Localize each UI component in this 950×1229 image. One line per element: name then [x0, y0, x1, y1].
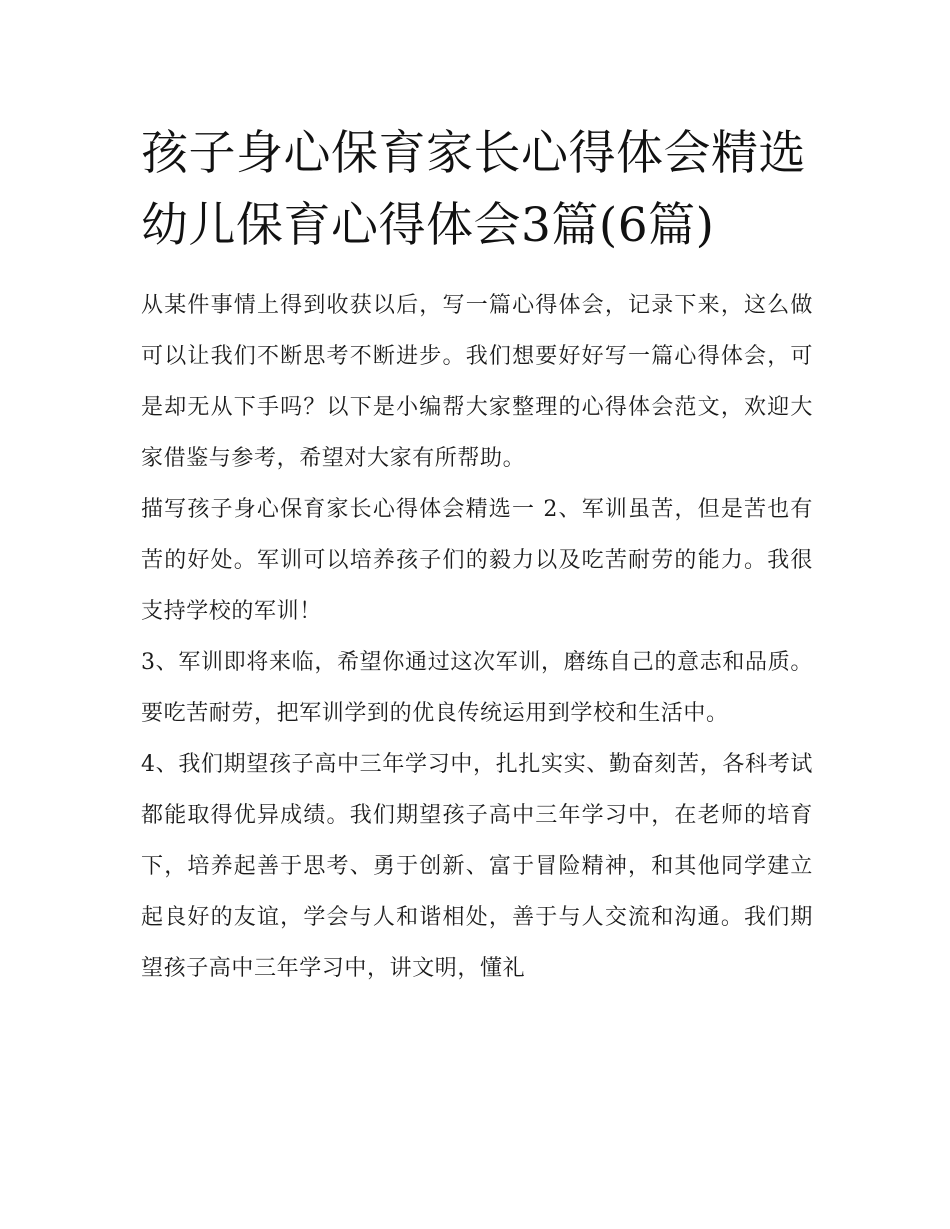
document-body	[141, 280, 813, 994]
paragraph-item-2: 描写孩子身心保育家长心得体会精选一 2、军训虽苦，但是苦也有苦的好处。军训可以培养孩子们的毅力以及吃苦耐劳的能力。我很支持学校的军训！	[141, 497, 813, 624]
document-title: 孩子身心保育家长心得体会精选 幼儿保育心得体会3篇(6篇)	[141, 126, 806, 253]
paragraph-item-3: 3、军训即将来临，希望你通过这次军训，磨练自己的意志和品质。要吃苦耐劳，把军训学到的优良传统运用到学校和生活中。	[141, 650, 813, 726]
paragraph-item-4: 4、我们期望孩子高中三年学习中，扎扎实实、勤奋刻苦，各科考试都能取得优异成绩。我们期望孩子高中三年学习中，在老师的培育下，培养起善于思考、勇于创新、富于冒险精神，和其他同学建立起良好的友谊，学会与人和谐相处，善于与人交流和沟通。我们期望孩子高中三年学习中，讲文明，懂礼	[141, 752, 813, 981]
document-content	[141, 118, 813, 994]
paragraph-intro: 从某件事情上得到收获以后，写一篇心得体会，记录下来，这么做可以让我们不断思考不断进步。我们想要好好写一篇心得体会，可是却无从下手吗？以下是小编帮大家整理的心得体会范文，欢迎大家借鉴与参考，希望对大家有所帮助。	[141, 293, 813, 471]
